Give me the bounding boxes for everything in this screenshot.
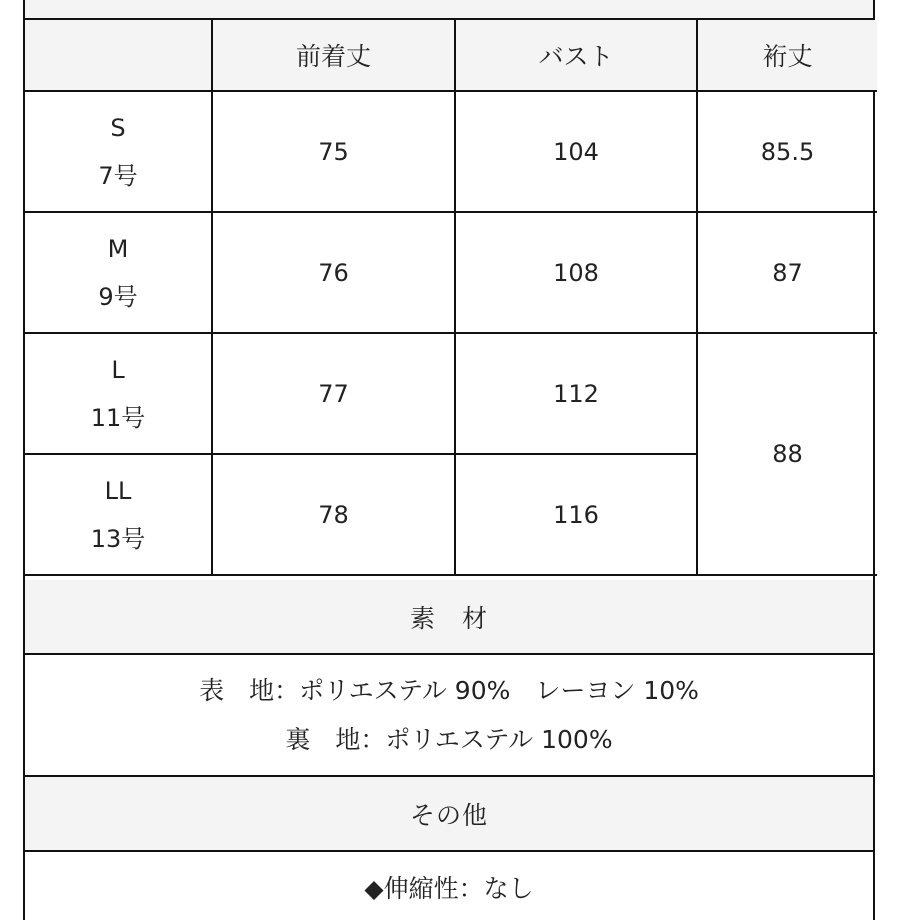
bust-cell: 108 [455,212,697,333]
size-table [25,20,877,576]
size-cell [25,454,212,575]
length-cell: 77 [212,333,455,454]
sleeve-cell: 87 [697,212,877,333]
other-heading: その他 [25,777,873,852]
header-length: 前着丈 [212,20,455,91]
top-strip [25,0,873,20]
spec-sheet [23,0,875,920]
size-label: LL [104,476,132,505]
length-cell: 75 [212,91,455,212]
other-body [25,852,873,922]
table-row [25,212,877,333]
material-heading: 素 材 [25,580,873,655]
header-sleeve: 裄丈 [697,20,877,91]
length-cell: 78 [212,454,455,575]
material-body [25,655,873,777]
size-cell [25,333,212,454]
table-row [25,91,877,212]
length-cell: 76 [212,212,455,333]
material-section [25,580,873,922]
table-row [25,333,877,454]
size-cell [25,212,212,333]
material-lining-line: 裏 地：ポリエステル 100% [285,725,613,754]
sleeve-cell: 85.5 [697,91,877,212]
size-table-header [25,20,877,91]
header-bust: バスト [455,20,697,91]
size-number: 11号 [90,403,146,432]
stretch-line: ◆伸縮性：なし [364,874,534,903]
size-cell [25,91,212,212]
size-label: L [111,355,125,384]
size-label: M [107,234,129,263]
size-label: S [110,113,126,142]
sleeve-cell-merged: 88 [697,333,877,575]
bust-cell: 116 [455,454,697,575]
bust-cell: 112 [455,333,697,454]
bust-cell: 104 [455,91,697,212]
header-corner [25,20,212,91]
material-outer-line: 表 地：ポリエステル 90% レーヨン 10% [199,676,699,705]
size-number: 7号 [98,161,138,190]
size-number: 9号 [98,282,138,311]
size-number: 13号 [90,524,146,553]
